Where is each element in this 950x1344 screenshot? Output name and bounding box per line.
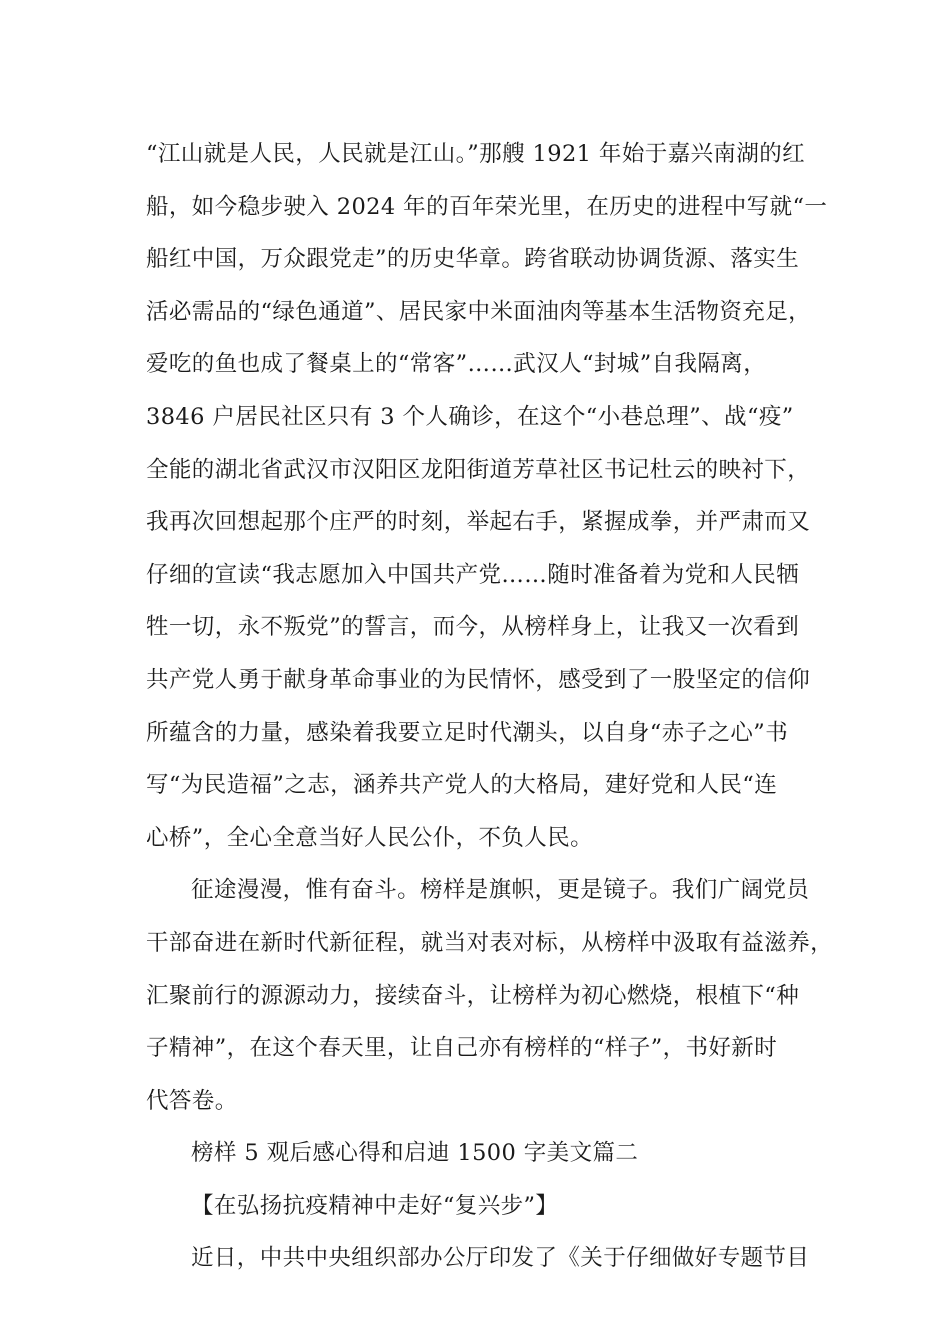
text-line: 所蕴含的力量，感染着我要立足时代潮头，以自身“赤子之心”书 xyxy=(146,719,789,746)
text-line: 船红中国，万众跟党走”的历史华章。跨省联动协调货源、落实生 xyxy=(146,246,800,273)
text-line: 代答卷。 xyxy=(146,1087,238,1114)
body-text xyxy=(146,128,834,1285)
section-heading: 榜样 5 观后感心得和启迪 1500 字美文篇二 xyxy=(191,1140,639,1167)
article-title: 【在弘扬抗疫精神中走好“复兴步”】 xyxy=(191,1192,559,1219)
text-line: 活必需品的“绿色通道”、居民家中米面油肉等基本生活物资充足， xyxy=(146,298,812,325)
text-line: 仔细的宣读“我志愿加入中国共产党……随时准备着为党和人民牺 xyxy=(146,561,800,588)
text-line: “江山就是人民，人民就是江山。”那艘 1921 年始于嘉兴南湖的红 xyxy=(146,141,806,167)
text-line: 子精神”，在这个春天里，让自己亦有榜样的“样子”，书好新时 xyxy=(146,1035,778,1062)
text-line: 牲一切，永不叛党”的誓言，而今，从榜样身上，让我又一次看到 xyxy=(146,614,800,641)
paragraph-start-line: 近日，中共中央组织部办公厅印发了《关于仔细做好专题节目 xyxy=(191,1245,810,1272)
text-line: 共产党人勇于献身革命事业的为民情怀，感受到了一股坚定的信仰 xyxy=(146,666,811,693)
text-line: 汇聚前行的源源动力，接续奋斗，让榜样为初心燃烧，根植下“种 xyxy=(146,982,800,1009)
text-line: 全能的湖北省武汉市汉阳区龙阳街道芳草社区书记杜云的映衬下， xyxy=(146,456,811,483)
text-line: 爱吃的鱼也成了餐桌上的“常客”……武汉人“封城”自我隔离， xyxy=(146,351,767,378)
text-line: 3846 户居民社区只有 3 个人确诊，在这个“小巷总理”、战“疫” xyxy=(146,403,794,430)
text-line: 干部奋进在新时代新征程，就当对表对标，从榜样中汲取有益滋养， xyxy=(146,929,834,956)
text-line: 船，如今稳步驶入 2024 年的百年荣光里，在历史的进程中写就“一 xyxy=(146,193,828,220)
paragraph-start-line: 征途漫漫，惟有奋斗。榜样是旗帜，更是镜子。我们广阔党员 xyxy=(191,877,810,904)
text-line: 心桥”，全心全意当好人民公仆，不负人民。 xyxy=(146,824,594,851)
text-line: 我再次回想起那个庄严的时刻，举起右手，紧握成拳，并严肃而又 xyxy=(146,509,811,536)
text-line: 写“为民造福”之志，涵养共产党人的大格局，建好党和人民“连 xyxy=(146,772,778,799)
